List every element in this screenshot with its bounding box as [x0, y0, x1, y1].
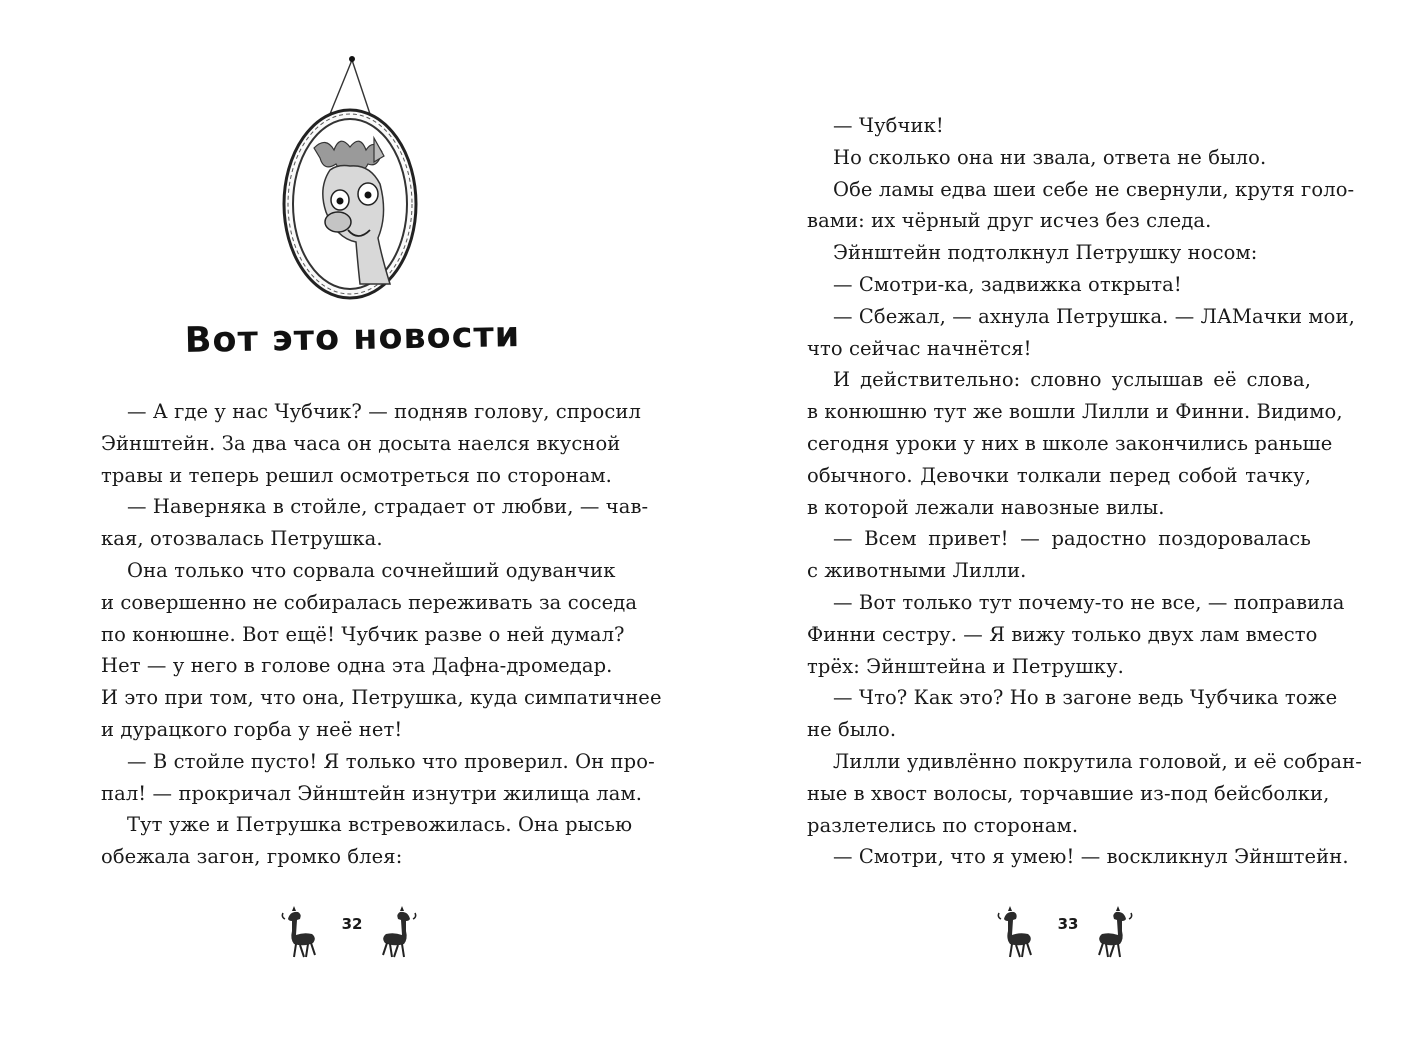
text-line: Тут уже и Петрушка встревожилась. Она рысью [127, 813, 633, 837]
right-body-text [807, 110, 1362, 873]
llama-icon [280, 905, 320, 961]
text-line: Эйнштейн подтолкнул Петрушку носом: [833, 241, 1258, 265]
text-line: — Что? Как это? Но в загоне ведь Чубчика тоже [833, 686, 1338, 710]
chapter-title: Вот это новости [184, 315, 521, 361]
text-line: и дурацкого горба у неё нет! [101, 717, 403, 741]
text-line: — А где у нас Чубчик? — подняв голову, спросил [127, 400, 641, 423]
text-line: пал! — прокричал Эйнштейн изнутри жилища лам. [101, 781, 643, 805]
llama-icon [1092, 905, 1136, 961]
text-line: по конюшне. Вот ещё! Чубчик разве о ней думал? [101, 622, 625, 646]
text-line: — Наверняка в стойле, страдает от любви, — чав- [127, 495, 649, 519]
text-line: — Сбежал, — ахнула Петрушка. — ЛАМачки мои, [833, 304, 1355, 328]
text-line: — Вот только тут почему-то не все, — поправила [833, 590, 1345, 614]
text-line: в которой лежали навозные вилы. [807, 495, 1165, 519]
text-line: что сейчас начнётся! [807, 336, 1032, 360]
text-line: разлетелись по сторонам. [807, 813, 1079, 837]
text-line: с животными Лилли. [807, 559, 1027, 583]
page-number-folio [272, 905, 432, 969]
text-line: сегодня уроки у них в школе закончились раньше [807, 431, 1333, 455]
text-line: обежала загон, громко блея: [101, 845, 403, 869]
text-line: И это при том, что она, Петрушка, куда симпатичнее [101, 686, 662, 710]
text-line: Лилли удивлённо покрутила головой, и её собран- [833, 749, 1362, 773]
text-line: и совершенно не собиралась переживать за соседа [101, 590, 638, 614]
text-line: Эйнштейн. За два часа он досыта наелся вкусной [101, 431, 621, 455]
llama-portrait-illustration [270, 52, 430, 302]
text-line: травы и теперь решил осмотреться по сторонам. [101, 463, 612, 487]
text-line: И действительно: словно услышав её слова, [833, 368, 1311, 392]
text-line: Но сколько она ни звала, ответа не было. [833, 145, 1267, 169]
text-line: вами: их чёрный друг исчез без следа. [807, 209, 1212, 233]
llama-icon [376, 905, 420, 961]
left-body-text [101, 396, 662, 873]
text-line: обычного. Девочки толкали перед собой тачку, [807, 463, 1311, 487]
text-line: не было. [807, 718, 897, 742]
text-line: Финни сестру. — Я вижу только двух лам вместо [807, 622, 1318, 646]
text-line: — Всем привет! — радостно поздоровалась [833, 527, 1311, 551]
text-line: Обе ламы едва шеи себе не свернули, крутя голо- [833, 177, 1355, 201]
text-line: — Чубчик! [833, 114, 944, 137]
text-line: трёх: Эйнштейна и Петрушку. [807, 654, 1124, 678]
llama-icon [996, 905, 1036, 961]
text-line: — В стойле пусто! Я только что проверил. Он про- [127, 749, 655, 773]
text-line: — Смотри-ка, задвижка открыта! [833, 272, 1182, 296]
text-line: кая, отозвалась Петрушка. [101, 527, 383, 551]
text-line: Она только что сорвала сочнейший одуванчик [127, 558, 616, 582]
page-number: 32 [341, 915, 363, 933]
page-number-folio [988, 905, 1148, 969]
text-line: ные в хвост волосы, торчавшие из-под бейсболки, [807, 781, 1330, 805]
page-number: 33 [1057, 915, 1079, 933]
right-page [705, 0, 1410, 1051]
text-line: Нет — у него в голове одна эта Дафна-дромедар. [101, 654, 613, 678]
text-line: — Смотри, что я умею! — воскликнул Эйнштейн. [833, 845, 1349, 869]
text-line: в конюшню тут же вошли Лилли и Финни. Видимо, [807, 400, 1343, 424]
